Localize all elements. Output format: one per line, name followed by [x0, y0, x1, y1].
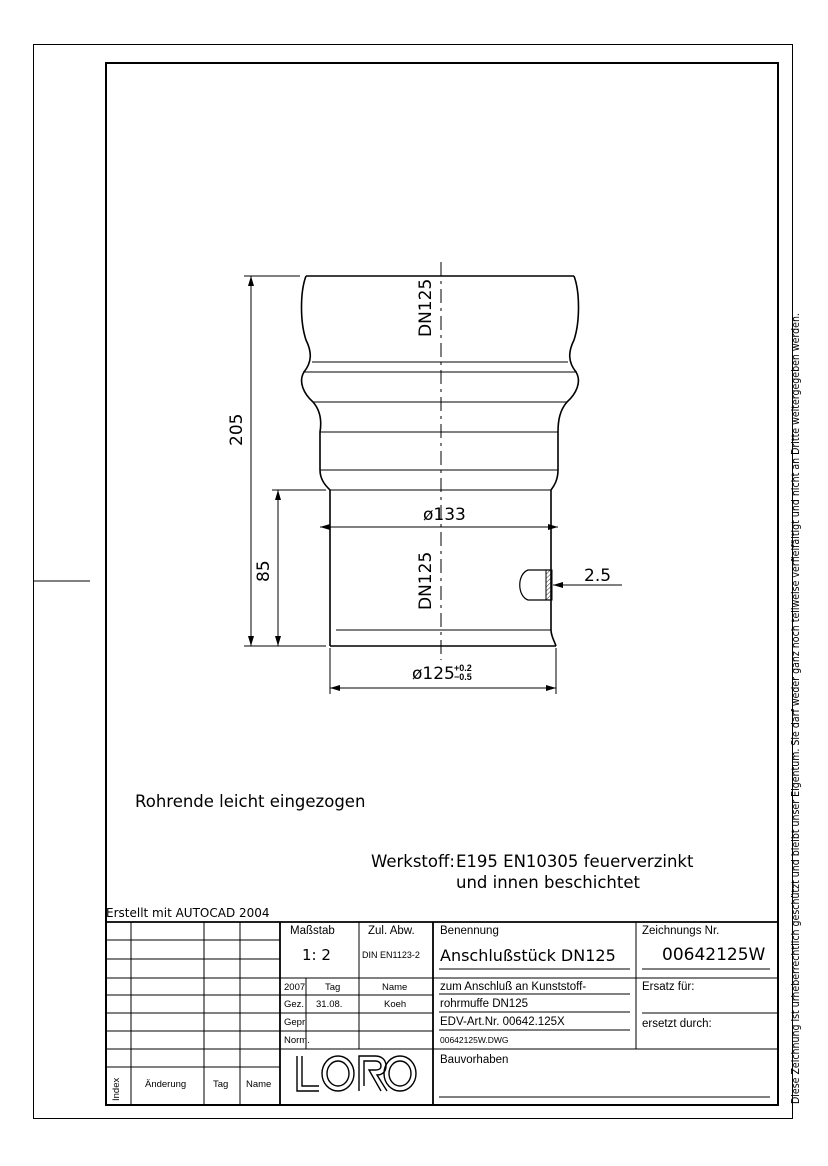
project-label: Bauvorhaben	[440, 1054, 509, 1066]
groove-hatch	[546, 570, 552, 600]
designation-label: Benennung	[440, 925, 499, 937]
tolerance-label: Zul. Abw.	[368, 925, 415, 937]
scale-value: 1: 2	[302, 946, 331, 964]
replacement-for-label: Ersatz für:	[642, 981, 695, 993]
part-outline-left	[302, 276, 331, 646]
rev-index-label: Index	[111, 1077, 122, 1101]
tolerance-minus: −0.5	[454, 672, 472, 682]
dimension-205	[244, 276, 326, 646]
note-pipe-end: Rohrende leicht eingezogen	[135, 792, 366, 811]
dim-text-2-5: 2.5	[584, 566, 612, 586]
material-line-1: E195 EN10305 feuerverzinkt	[456, 852, 694, 871]
dwg-file: 00642125W.DWG	[440, 1035, 509, 1045]
part-outline-right	[551, 276, 579, 646]
tolerance-plus: +0.2	[454, 663, 472, 673]
loro-logo-mark	[293, 1053, 421, 1095]
dim-text-125: ø125	[412, 664, 455, 684]
edv-article-number: EDV-Art.Nr. 00642.125X	[440, 1016, 565, 1028]
dimension-85	[272, 490, 326, 646]
copyright-note: Diese Zeichnung ist urheberrechtlich geschützt und bleibt unser Eigentum. Sie darf weder ganz noch teilweise verfielfältigt und nicht an Dritte weitergegeben werden.	[790, 313, 802, 1104]
drawn-day: 31.08.	[316, 999, 343, 1010]
rev-day-label: Tag	[213, 1079, 229, 1090]
replaced-by-label: ersetzt durch:	[642, 1018, 712, 1030]
day-label: Tag	[325, 982, 341, 993]
nominal-size-top: DN125	[416, 278, 436, 337]
dim-text-205: 205	[227, 413, 247, 446]
norm-label: Norm.	[284, 1035, 310, 1046]
dim-text-133: ø133	[423, 505, 466, 525]
description-line-1: zum Anschluß an Kunststoff-	[440, 981, 587, 993]
drawing-no-value: 00642125W	[662, 945, 766, 965]
nominal-size-bottom: DN125	[416, 551, 436, 610]
drawn-label: Gez.	[284, 999, 305, 1010]
loro-logo	[293, 1053, 421, 1095]
part-inner-lines	[303, 362, 577, 630]
designation-value: Anschlußstück DN125	[440, 946, 616, 965]
rev-name-label: Name	[246, 1079, 272, 1090]
created-with: Erstellt mit AUTOCAD 2004	[106, 906, 270, 920]
name-label: Name	[382, 982, 408, 993]
description-line-2: rohrmuffe DN125	[440, 998, 528, 1010]
rev-change-label: Änderung	[145, 1079, 187, 1090]
checked-label: Gepr.	[284, 1017, 308, 1028]
drawing-no-label: Zeichnungs Nr.	[642, 925, 720, 937]
tolerance	[454, 664, 472, 682]
dim-text-85: 85	[254, 560, 274, 582]
tolerance-value: DIN EN1123-2	[362, 950, 420, 960]
drawn-name: Koeh	[384, 999, 407, 1010]
year: 2007	[284, 982, 306, 993]
material-line-2: und innen beschichtet	[456, 873, 640, 892]
scale-label: Maßstab	[290, 925, 335, 937]
material-label: Werkstoff:	[371, 852, 455, 871]
